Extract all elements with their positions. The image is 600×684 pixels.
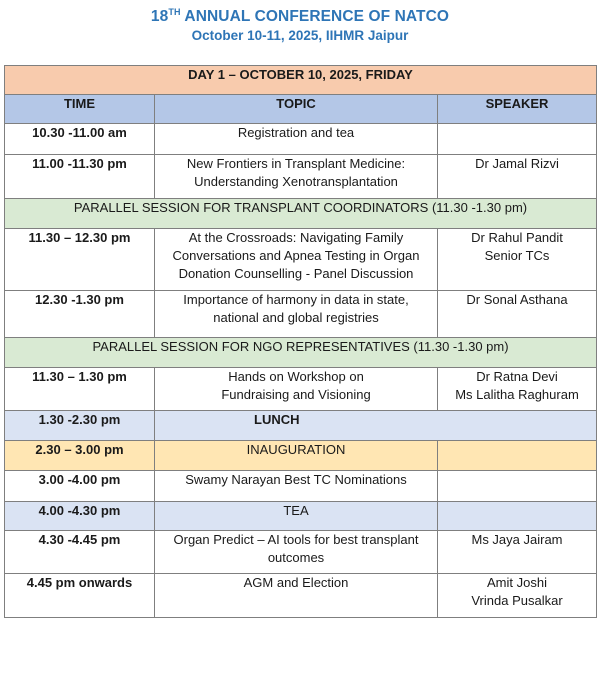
topic-line: New Frontiers in Transplant Medicine: <box>186 156 406 171</box>
schedule-table <box>4 65 597 618</box>
day-banner: DAY 1 – OCTOBER 10, 2025, FRIDAY <box>5 66 597 95</box>
conference-title <box>0 7 600 26</box>
speaker-name: Dr Ratna Devi <box>476 369 558 384</box>
session-speaker <box>438 471 597 502</box>
topic-line: Organ Predict – AI tools for best transplant <box>173 532 419 547</box>
topic-line: national and global registries <box>213 310 379 325</box>
column-header-time: TIME <box>5 95 155 124</box>
session-speaker <box>438 574 597 618</box>
column-header-topic: TOPIC <box>155 95 438 124</box>
table-row <box>5 471 597 502</box>
session-speaker <box>438 531 597 574</box>
topic-line: At the Crossroads: Navigating Family <box>188 230 404 245</box>
lunch-time: 1.30 -2.30 pm <box>5 411 155 441</box>
tea-time: 4.00 -4.30 pm <box>5 502 155 531</box>
tea-row <box>5 502 597 531</box>
session-topic <box>155 368 438 411</box>
session-time: 12.30 -1.30 pm <box>5 291 155 338</box>
topic-line: Registration and tea <box>237 125 355 140</box>
speaker-name: Vrinda Pusalkar <box>471 593 563 608</box>
speaker-name: Dr Rahul Pandit <box>471 230 563 245</box>
session-time: 4.45 pm onwards <box>5 574 155 618</box>
session-topic <box>155 291 438 338</box>
speaker-name: Amit Joshi <box>487 575 547 590</box>
topic-line: Fundraising and Visioning <box>221 387 371 402</box>
session-speaker <box>438 229 597 291</box>
table-row <box>5 155 597 199</box>
session-time: 11.30 – 12.30 pm <box>5 229 155 291</box>
topic-line: Donation Counselling - Panel Discussion <box>178 266 414 281</box>
lunch-label: LUNCH <box>155 411 597 441</box>
lunch-row <box>5 411 597 441</box>
inauguration-speaker <box>438 441 597 471</box>
column-header-row <box>5 95 597 124</box>
table-row <box>5 574 597 618</box>
session-speaker <box>438 368 597 411</box>
speaker-name: Dr Jamal Rizvi <box>475 156 559 171</box>
title-ordinal: TH <box>168 7 181 17</box>
topic-line: AGM and Election <box>243 575 349 590</box>
session-time: 3.00 -4.00 pm <box>5 471 155 502</box>
topic-line: Conversations and Apnea Testing in Organ <box>172 248 420 263</box>
speaker-name: Senior TCs <box>484 248 550 263</box>
session-time: 10.30 -11.00 am <box>5 124 155 155</box>
session-topic <box>155 531 438 574</box>
title-number: 18 <box>150 8 169 25</box>
session-topic <box>155 155 438 199</box>
table-row <box>5 291 597 338</box>
parallel-session-banner-ngo: PARALLEL SESSION FOR NGO REPRESENTATIVES (11.30 -1.30 pm) <box>5 338 597 368</box>
inauguration-label: INAUGURATION <box>155 441 438 471</box>
table-row <box>5 531 597 574</box>
session-speaker <box>438 291 597 338</box>
inauguration-row <box>5 441 597 471</box>
session-topic <box>155 229 438 291</box>
speaker-name: Dr Sonal Asthana <box>466 292 568 307</box>
column-header-speaker: SPEAKER <box>438 95 597 124</box>
topic-line: Understanding Xenotransplantation <box>194 174 398 189</box>
session-speaker <box>438 155 597 199</box>
speaker-name: Ms Jaya Jairam <box>471 532 563 547</box>
table-row <box>5 124 597 155</box>
tea-label: TEA <box>155 502 438 531</box>
title-text: ANNUAL CONFERENCE OF NATCO <box>180 8 450 25</box>
session-speaker <box>438 124 597 155</box>
topic-line: Hands on Workshop on <box>228 369 364 384</box>
session-topic: Swamy Narayan Best TC Nominations <box>155 471 438 502</box>
tea-speaker <box>438 502 597 531</box>
session-topic <box>155 124 438 155</box>
topic-line: outcomes <box>267 550 325 565</box>
parallel-session-banner-tc: PARALLEL SESSION FOR TRANSPLANT COORDINATORS (11.30 -1.30 pm) <box>5 199 597 229</box>
session-topic <box>155 574 438 618</box>
session-time: 11.30 – 1.30 pm <box>5 368 155 411</box>
table-row <box>5 229 597 291</box>
speaker-name: Ms Lalitha Raghuram <box>455 387 579 402</box>
topic-line: Importance of harmony in data in state, <box>183 292 409 307</box>
day-banner-row <box>5 66 597 95</box>
session-time: 11.00 -11.30 pm <box>5 155 155 199</box>
conference-subtitle: October 10-11, 2025, IIHMR Jaipur <box>191 28 409 43</box>
session-time: 4.30 -4.45 pm <box>5 531 155 574</box>
inauguration-time: 2.30 – 3.00 pm <box>5 441 155 471</box>
parallel-session-row-ngo <box>5 338 597 368</box>
table-row <box>5 368 597 411</box>
parallel-session-row-tc <box>5 199 597 229</box>
